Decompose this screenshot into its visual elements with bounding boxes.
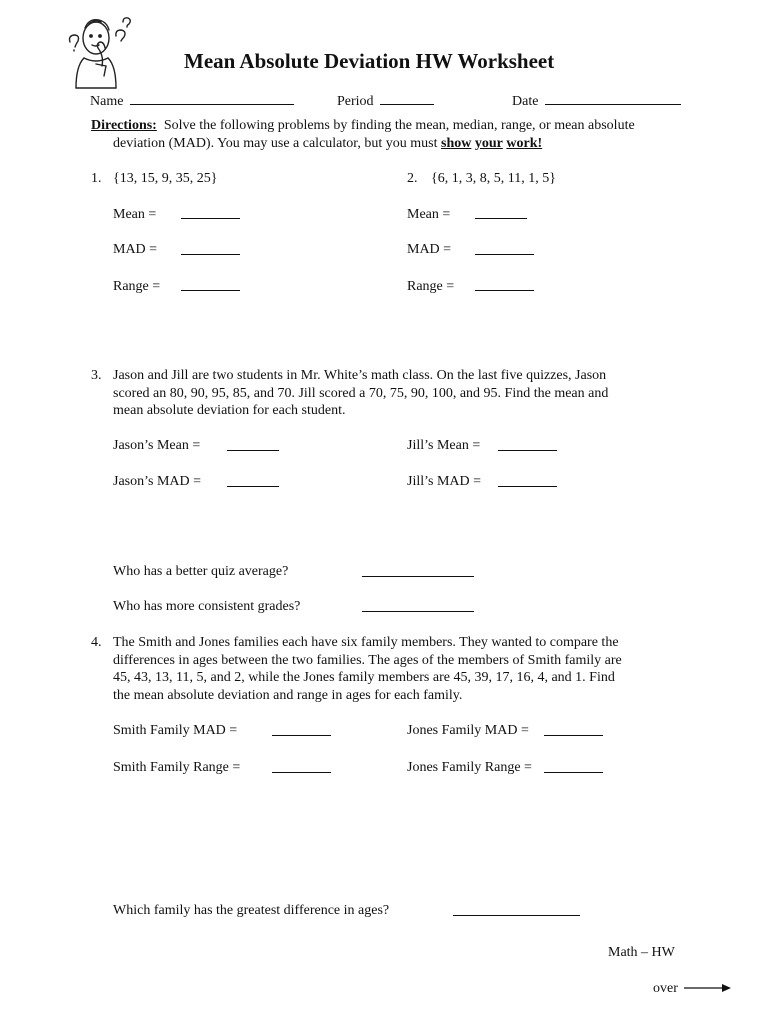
problem-2-range-label: Range = (407, 279, 455, 294)
jason-mad-blank[interactable] (227, 474, 279, 487)
period-label: Period (337, 94, 374, 109)
jill-mad-blank[interactable] (498, 474, 557, 487)
date-field[interactable] (512, 92, 681, 111)
problem-3-line-1: Jason and Jill are two students in Mr. White’s math class. On the last five quizzes, Jason (113, 368, 607, 383)
name-label: Name (90, 94, 124, 109)
problem-2-mean-label: Mean = (407, 207, 451, 222)
jason-mean-label: Jason’s Mean = (113, 438, 201, 453)
smith-range-label: Smith Family Range = (113, 760, 241, 775)
problem-4-number: 4. (91, 635, 102, 650)
problem-2-mad-blank[interactable] (475, 242, 534, 255)
name-blank[interactable] (130, 92, 294, 105)
problem-3-line-3: mean absolute deviation for each student. (113, 403, 346, 418)
jones-mad-label: Jones Family MAD = (407, 723, 529, 738)
quiz-average-question: Who has a better quiz average? (113, 564, 289, 579)
directions-your: your (474, 135, 503, 151)
page-title: Mean Absolute Deviation HW Worksheet (184, 49, 555, 73)
problem-1-mean-blank[interactable] (181, 206, 240, 219)
jill-mad-label: Jill’s MAD = (407, 474, 482, 489)
problem-4-line-3: 45, 43, 13, 11, 5, and 2, while the Jones family members are 45, 39, 17, 16, 4, and 1. Find (113, 670, 615, 685)
directions-work: work! (506, 135, 543, 151)
problem-1-mad-blank[interactable] (181, 242, 240, 255)
problem-1-mean-label: Mean = (113, 207, 157, 222)
problem-2-mean-blank[interactable] (475, 206, 527, 219)
problem-1-mad-label: MAD = (113, 242, 158, 257)
period-field[interactable] (337, 92, 434, 111)
problem-3-text (113, 367, 608, 420)
problem-4-line-2: differences in ages between the two families. The ages of the members of Smith family are (113, 652, 622, 668)
arrow-right-icon (684, 981, 732, 995)
jason-mean-blank[interactable] (227, 438, 279, 451)
problem-3-line-2: scored an 80, 90, 95, 85, and 70. Jill scored a 70, 75, 90, 100, and 95. Find the mean and (113, 385, 609, 401)
problem-1-range-label: Range = (113, 279, 161, 294)
directions-line-2: deviation (MAD). You may use a calculator, but you must (113, 135, 438, 151)
problem-4-line-1: The Smith and Jones families each have six family members. They wanted to compare the (113, 635, 619, 650)
over-label: over (653, 981, 678, 996)
greatest-difference-blank[interactable] (453, 903, 580, 916)
quiz-average-blank[interactable] (362, 564, 474, 577)
smith-mad-blank[interactable] (272, 723, 331, 736)
directions-line-1: Solve the following problems by finding the mean, median, range, or mean absolute (163, 118, 635, 133)
date-blank[interactable] (545, 92, 681, 105)
directions-show: show (441, 135, 472, 151)
name-field[interactable] (90, 92, 294, 111)
problem-2-number: 2. (407, 171, 418, 186)
consistent-grades-question: Who has more consistent grades? (113, 599, 301, 614)
problem-2-set: {6, 1, 3, 8, 5, 11, 1, 5} (431, 171, 556, 186)
problem-2-range-blank[interactable] (475, 278, 534, 291)
jason-mad-label: Jason’s MAD = (113, 474, 202, 489)
consistent-grades-blank[interactable] (362, 599, 474, 612)
problem-3-number: 3. (91, 368, 102, 383)
problem-1-set: {13, 15, 9, 35, 25} (113, 171, 218, 186)
problem-4-line-4: the mean absolute deviation and range in ages for each family. (113, 687, 463, 703)
jill-mean-label: Jill’s Mean = (407, 438, 481, 453)
jones-range-blank[interactable] (544, 760, 603, 773)
problem-1-range-blank[interactable] (181, 278, 240, 291)
directions-label: Directions: (91, 118, 157, 133)
greatest-difference-question: Which family has the greatest difference in ages? (113, 903, 390, 918)
directions (91, 117, 635, 152)
date-label: Date (512, 94, 539, 109)
problem-2-mad-label: MAD = (407, 242, 452, 257)
period-blank[interactable] (380, 92, 434, 105)
footer-label: Math – HW (608, 945, 675, 960)
smith-range-blank[interactable] (272, 760, 331, 773)
problem-1-number: 1. (91, 171, 102, 186)
jones-range-label: Jones Family Range = (407, 760, 532, 775)
smith-mad-label: Smith Family MAD = (113, 723, 238, 738)
problem-4-text (113, 634, 622, 704)
thinking-person-illustration (62, 14, 134, 96)
jones-mad-blank[interactable] (544, 723, 603, 736)
jill-mean-blank[interactable] (498, 438, 557, 451)
